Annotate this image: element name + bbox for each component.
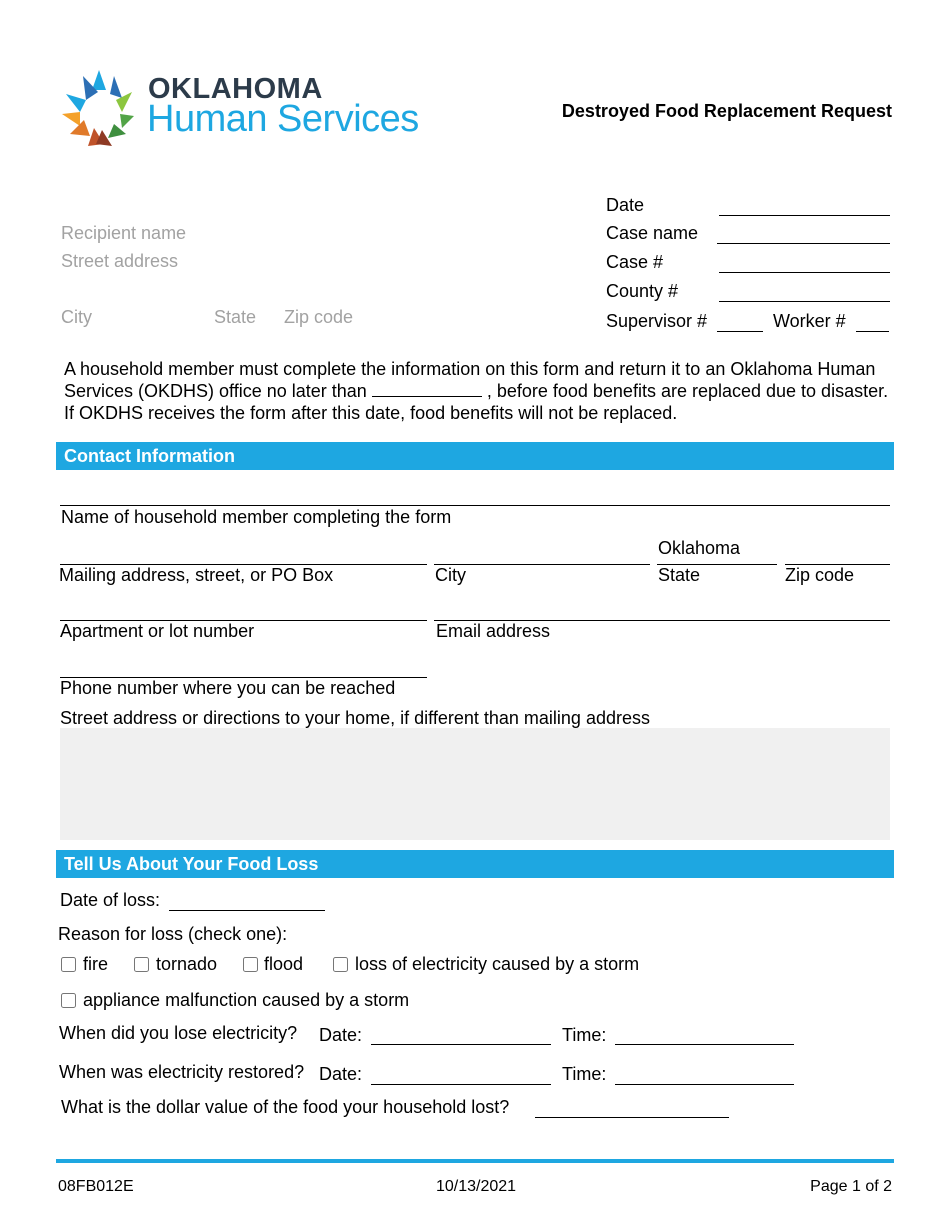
- footer-rule: [56, 1159, 894, 1163]
- county-number-label: County #: [606, 281, 679, 301]
- household-member-name-label: Name of household member completing the form: [61, 507, 452, 527]
- reason-fire-checkbox[interactable]: [61, 957, 76, 972]
- email-address-label: Email address: [436, 621, 551, 641]
- case-number-field[interactable]: [719, 252, 890, 273]
- dollar-value-label: What is the dollar value of the food your household lost?: [61, 1097, 510, 1117]
- restored-date-label: Date:: [319, 1064, 363, 1084]
- intro-text-part1: A household member must complete the information on this form and return it to an Oklahoma Human Services (OKDHS) office no later than: [64, 359, 876, 401]
- lose-time-label: Time:: [562, 1025, 607, 1045]
- phone-number-label: Phone number where you can be reached: [60, 678, 396, 698]
- case-date-field[interactable]: [719, 195, 890, 216]
- case-date-label: Date: [606, 195, 645, 215]
- email-address-field[interactable]: [434, 600, 890, 621]
- intro-paragraph: [64, 358, 894, 424]
- contact-zip-field[interactable]: [785, 544, 890, 565]
- restored-time-label: Time:: [562, 1064, 607, 1084]
- restored-electricity-label: When was electricity restored?: [59, 1062, 305, 1082]
- household-member-name-field[interactable]: [60, 485, 890, 506]
- case-name-label: Case name: [606, 223, 699, 243]
- return-deadline-field[interactable]: [372, 380, 482, 397]
- lose-electricity-time-field[interactable]: [615, 1024, 794, 1045]
- lose-date-label: Date:: [319, 1025, 363, 1045]
- intro-text-part2: , before food benefits are replaced due to disaster. If OKDHS receives the form after this date, food benefits will not be replaced.: [64, 381, 889, 423]
- zip-code-label: Zip code: [284, 307, 354, 327]
- case-number-label: Case #: [606, 252, 664, 272]
- reason-tornado-checkbox[interactable]: [134, 957, 149, 972]
- directions-text-area[interactable]: [60, 728, 890, 840]
- reason-appliance-checkbox[interactable]: [61, 993, 76, 1008]
- county-number-field[interactable]: [719, 281, 890, 302]
- oklahoma-star-logo-icon: [58, 68, 140, 150]
- logo-human-services-text: Human Services: [147, 98, 419, 140]
- directions-label: Street address or directions to your home, if different than mailing address: [60, 708, 650, 728]
- reason-storm-electricity-label: loss of electricity caused by a storm: [355, 954, 640, 974]
- form-title: Destroyed Food Replacement Request: [561, 101, 892, 121]
- dollar-value-field[interactable]: [535, 1097, 729, 1118]
- restored-electricity-date-field[interactable]: [371, 1064, 551, 1085]
- apartment-number-label: Apartment or lot number: [60, 621, 255, 641]
- reason-flood-checkbox[interactable]: [243, 957, 258, 972]
- mailing-address-field[interactable]: [60, 544, 427, 565]
- revision-date: 10/13/2021: [436, 1178, 517, 1195]
- contact-city-label: City: [435, 565, 466, 585]
- reason-appliance-label: appliance malfunction caused by a storm: [83, 990, 410, 1010]
- food-loss-heading: Tell Us About Your Food Loss: [56, 850, 894, 878]
- worker-number-field[interactable]: [856, 311, 889, 332]
- apartment-number-field[interactable]: [60, 600, 427, 621]
- contact-city-field[interactable]: [434, 544, 650, 565]
- contact-state-label: State: [658, 565, 701, 585]
- lose-electricity-label: When did you lose electricity?: [59, 1023, 298, 1043]
- recipient-name-label: Recipient name: [61, 223, 187, 243]
- contact-state-value: Oklahoma: [658, 538, 741, 558]
- form-number: 08FB012E: [58, 1178, 134, 1195]
- date-of-loss-field[interactable]: [169, 890, 325, 911]
- street-address-label: Street address: [61, 251, 179, 271]
- supervisor-number-label: Supervisor #: [606, 311, 708, 331]
- state-label: State: [214, 307, 257, 327]
- reason-fire-label: fire: [83, 954, 109, 974]
- city-label: City: [61, 307, 92, 327]
- contact-zip-label: Zip code: [785, 565, 855, 585]
- page-number: Page 1 of 2: [810, 1178, 892, 1195]
- reason-flood-label: flood: [264, 954, 304, 974]
- supervisor-number-field[interactable]: [717, 311, 763, 332]
- reason-for-loss-label: Reason for loss (check one):: [58, 924, 288, 944]
- phone-number-field[interactable]: [60, 657, 427, 678]
- worker-number-label: Worker #: [773, 311, 846, 331]
- date-of-loss-label: Date of loss:: [60, 890, 161, 910]
- lose-electricity-date-field[interactable]: [371, 1024, 551, 1045]
- mailing-address-label: Mailing address, street, or PO Box: [59, 565, 334, 585]
- reason-storm-electricity-checkbox[interactable]: [333, 957, 348, 972]
- logo-oklahoma-text: OKLAHOMA: [148, 73, 323, 105]
- reason-tornado-label: tornado: [156, 954, 218, 974]
- restored-electricity-time-field[interactable]: [615, 1064, 794, 1085]
- case-name-field[interactable]: [717, 223, 890, 244]
- contact-information-heading: Contact Information: [56, 442, 894, 470]
